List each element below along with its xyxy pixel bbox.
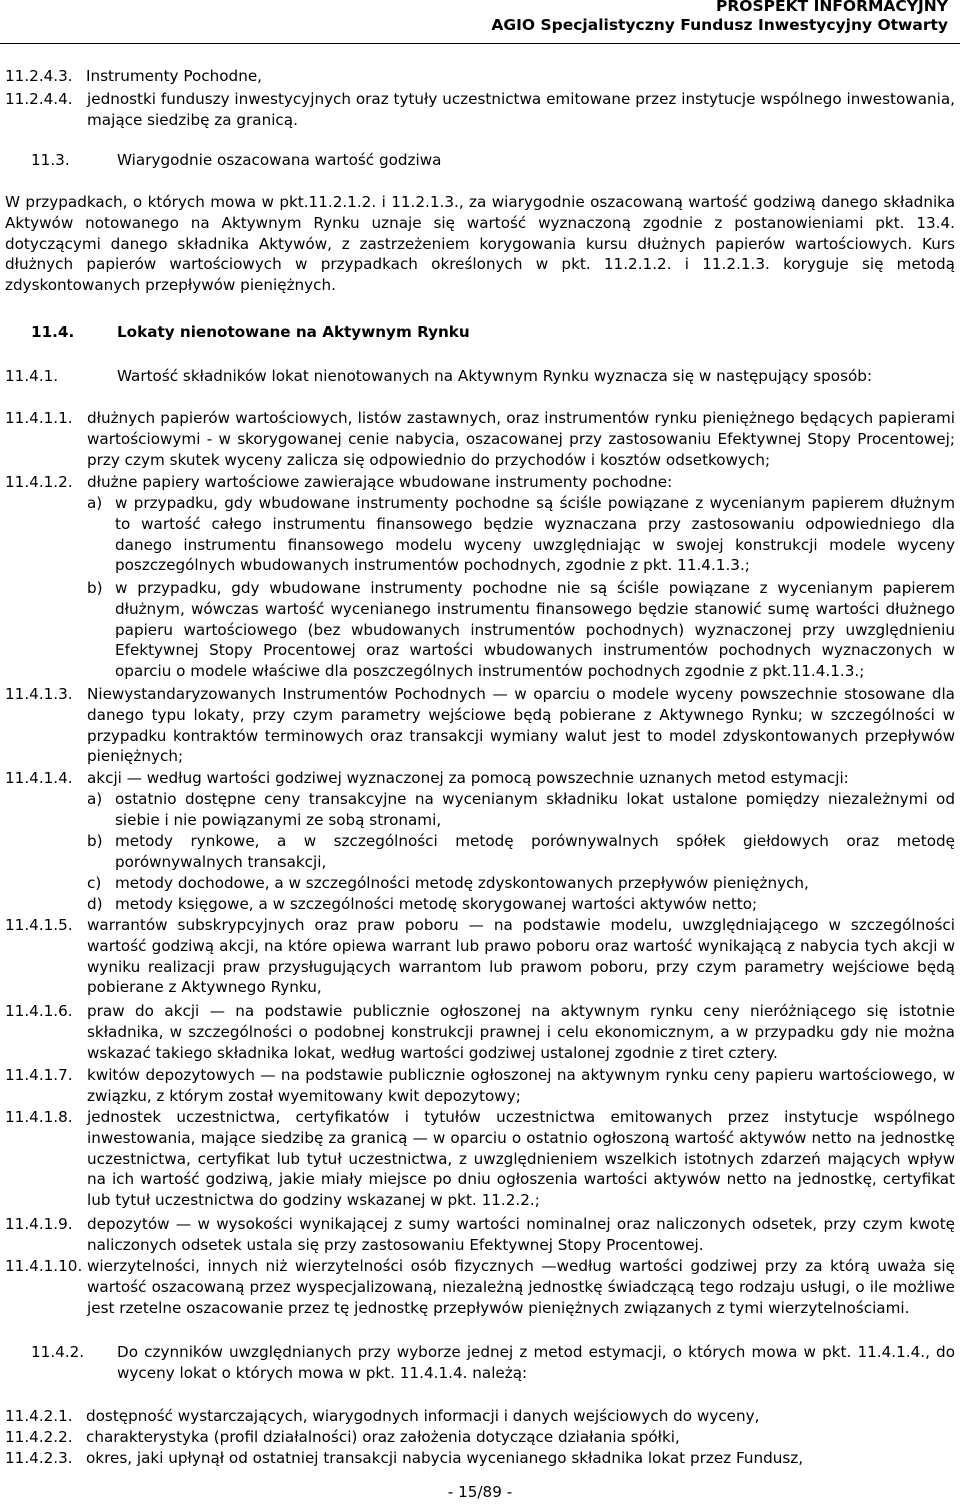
list-item: 11.4.1.2. dłużne papiery wartościowe zawierające wbudowane instrumenty pochodne: <box>5 473 673 491</box>
list-item: 11.4.2.1. dostępność wystarczających, wiarygodnych informacji i danych wejściowych do wyceny, <box>5 1407 760 1425</box>
list-item: 11.2.4.3. Instrumenty Pochodne, <box>5 67 262 85</box>
list-item: 11.4.1.4. akcji — według wartości godziwej wyznaczonej za pomocą powszechnie uznanych metod estymacji: <box>5 769 849 787</box>
header-fund-name: AGIO Specjalistyczny Fundusz Inwestycyjny Otwarty <box>491 16 948 34</box>
list-item: 11.2.4.4. jednostki funduszy inwestycyjnych oraz tytuły uczestnictwa emitowane przez instytucje wspólnego inwestowania, mające siedzibę za granicą. <box>5 90 955 129</box>
header-title: PROSPEKT INFORMACYJNY <box>716 0 948 15</box>
list-item: 11.4.1.10. wierzytelności, innych niż wierzytelności osób fizycznych —według wartości godziwej przy za którą uważa się wartość oszacowaną przez wyspecjalizowaną, niezależną jednostkę świadczącą tego rodzaju usługi, o ile możliwe jest rzetelne oszacowanie przez tę jednostkę przepływów pieniężnych związanych z tymi wierzytelnościami. <box>5 1257 955 1317</box>
sub-item: b) w przypadku, gdy wbudowane instrumenty pochodne nie są ściśle powiązane z wycenianym papierem dłużnym, wówczas wartość wycenianego instrumentu finansowego będzie stanowić sumę wartości dłużnego papieru wartościowego (bez wbudowanych instrumentów pochodnych) wyznaczonej przy uwzględnieniu Efektywnej Stopy Procentowej oraz wartości wbudowanych instrumentów pochodnych wyznaczonych w oparciu o modele właściwe dla poszczególnych instrumentów pochodnych zgodnie z pkt.11.4.1.3.; <box>87 579 955 681</box>
list-item: 11.4.1.5. warrantów subskrypcyjnych oraz praw poboru — na podstawie modelu, uwzględniającego w szczególności wartość godziwą akcji, na które opiewa warrant lub prawo poboru oraz wartość wynikającą z nabycia tych akcji w wyniku realizacji praw przysługujących warrantom lub prawom poboru, przy czym parametry wejściowe będą pobierane z Aktywnego Rynku, <box>5 916 955 997</box>
page-number: - 15/89 - <box>447 1483 513 1501</box>
list-item: 11.4.1.8. jednostek uczestnictwa, certyfikatów i tytułów uczestnictwa emitowanych przez instytucje wspólnego inwestowania, mające siedzibę za granicą — w oparciu o ostatnio ogłoszoną wartość aktywów netto na jednostkę uczestnictwa, certyfikat lub tytuł uczestnictwa, z uwzględnieniem wszelkich istotnych zdarzeń mających wpływ na ich wartość godziwą, jakie miały miejsce po dniu ogłoszenia wartości aktywów netto na jednostkę, certyfikat lub tytuł uczestnictwa do godziny wskazanej w pkt. 11.2.2.; <box>5 1108 955 1210</box>
sub-item: d) metody księgowe, a w szczególności metodę skorygowanej wartości aktywów netto; <box>87 895 758 913</box>
paragraph: W przypadkach, o których mowa w pkt.11.2.1.2. i 11.2.1.3., za wiarygodnie oszacowaną wartość godziwą danego składnika Aktywów notowanego na Aktywnym Rynku uznaje się wartość wyznaczoną zgodnie z postanowieniami pkt. 13.4. dotyczącymi danego składnika Aktywów, z zastrzeżeniem korygowania kursu dłużnych papierów wartościowych. Kurs dłużnych papierów wartościowych w przypadkach określonych w pkt. 11.2.1.2. i 11.2.1.3. koryguje się metodą zdyskontowanych przepływów pieniężnych. <box>5 193 955 295</box>
sub-item: c) metody dochodowe, a w szczególności metodę zdyskontowanych przepływów pieniężnych, <box>87 874 809 892</box>
section-heading: 11.3. Wiarygodnie oszacowana wartość godziwa <box>31 151 442 169</box>
sub-item: a) ostatnio dostępne ceny transakcyjne na wycenianym składniku lokat ustalone pomiędzy niezależnymi od siebie i nie powiązanymi ze sobą stronami, <box>87 790 955 829</box>
list-item: 11.4.2. Do czynników uwzględnianych przy wyborze jednej z metod estymacji, o których mowa w pkt. 11.4.1.4., do wyceny lokat o których mowa w pkt. 11.4.1.4. należą: <box>31 1343 955 1382</box>
sub-item: b) metody rynkowe, a w szczególności metodę porównywalnych spółek giełdowych oraz metodę porównywalnych transakcji, <box>87 832 955 871</box>
list-item: 11.4.1.9. depozytów — w wysokości wynikającej z sumy wartości nominalnej oraz naliczonych odsetek, przy czym kwotę naliczonych odsetek ustala się przy zastosowaniu Efektywnej Stopy Procentowej. <box>5 1215 955 1254</box>
sub-item: a) w przypadku, gdy wbudowane instrumenty pochodne są ściśle powiązane z wycenianym papierem dłużnym to wartość całego instrumentu finansowego będzie wyznaczana przy zastosowaniu odpowiedniego dla danego instrumentu finansowego modelu wyceny uwzględniając w swojej konstrukcji modele wyceny poszczególnych wbudowanych instrumentów pochodnych, zgodnie z pkt. 11.4.1.3.; <box>87 494 955 575</box>
page-header <box>491 0 948 35</box>
list-item: 11.4.2.2. charakterystyka (profil działalności) oraz założenia dotyczące działania spółki, <box>5 1428 680 1446</box>
section-heading: 11.4. Lokaty nienotowane na Aktywnym Rynku <box>31 323 470 341</box>
list-item: 11.4.2.3. okres, jaki upłynął od ostatniej transakcji nabycia wycenianego składnika lokat przez Fundusz, <box>5 1449 804 1467</box>
header-rule <box>0 43 960 44</box>
list-item: 11.4.1.7. kwitów depozytowych — na podstawie publicznie ogłoszonej na aktywnym rynku ceny papieru wartościowego, w związku, z którym został wyemitowany kwit depozytowy; <box>5 1066 955 1105</box>
list-item: 11.4.1.6. praw do akcji — na podstawie publicznie ogłoszonej na aktywnym rynku ceny nieróżniącego się istotnie składnika, w szczególności o podobnej konstrukcji prawnej i celu ekonomicznym, a w przypadku gdy nie można wskazać takiego składnika lokat, według wartości godziwej ustalonej zgodnie z tiret cztery. <box>5 1002 955 1062</box>
list-item: 11.4.1.3. Niewystandaryzowanych Instrumentów Pochodnych — w oparciu o modele wyceny powszechnie stosowane dla danego typu lokaty, przy czym parametry wejściowe będą pobierane z Aktywnego Rynku; w szczególności w przypadku kontraktów terminowych oraz transakcji wymiany walut jest to model zdyskontowanych przepływów pieniężnych; <box>5 685 955 766</box>
list-item: 11.4.1. Wartość składników lokat nienotowanych na Aktywnym Rynku wyznacza się w następujący sposób: <box>5 367 873 385</box>
list-item: 11.4.1.1. dłużnych papierów wartościowych, listów zastawnych, oraz instrumentów rynku pieniężnego będących papierami wartościowymi - w skorygowanej cenie nabycia, oszacowanej przy zastosowaniu Efektywnej Stopy Procentowej; przy czym skutek wyceny zalicza się odpowiednio do przychodów i kosztów odsetkowych; <box>5 409 955 469</box>
